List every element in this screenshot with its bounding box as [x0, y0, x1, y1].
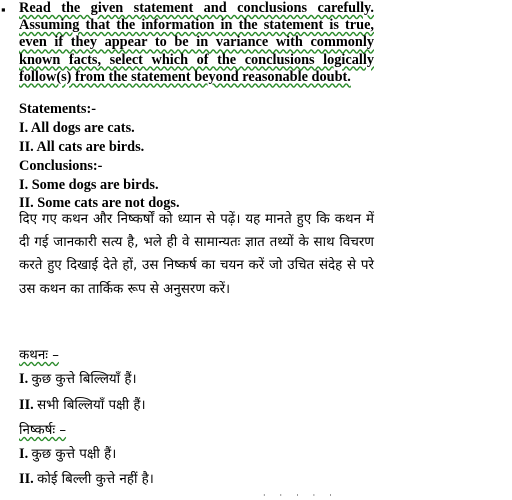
statement-english-1: I. All dogs are cats. — [19, 120, 135, 136]
statements-heading-hindi — [19, 345, 59, 363]
conclusion-hindi-2-text: कोई बिल्ली कुत्ते नहीं है। — [37, 472, 154, 487]
conclusion-hindi-1-text: कुछ कुत्ते पक्षी हैं। — [31, 447, 117, 462]
conclusions-heading-hindi-text: निष्कर्षः – — [19, 423, 67, 438]
conclusion-english-2: II. Some cats are not dogs. — [19, 195, 180, 211]
conclusion-hindi-2-number: II. — [19, 471, 34, 487]
statement-english-2: II. All cats are birds. — [19, 139, 145, 155]
bullet-marker: ▪ — [1, 2, 6, 17]
conclusion-hindi-2 — [19, 469, 154, 488]
instruction-english: Read the given statement and conclusions carefully. Assuming that the information in the statement is true, even if they appear to be in variance with commonly known facts, select which of the conclusions logically follow(s) from the statement beyond reasonable doubt. — [19, 0, 374, 85]
conclusion-hindi-1 — [19, 444, 116, 463]
cropped-text-remnant: ····· — [263, 491, 346, 500]
instruction-hindi: दिए गए कथन और निष्कर्षों को ध्यान से पढ़ें। यह मानते हुए कि कथन में दी गई जानकारी सत्य है, भले ही वे सामान्यतः ज्ञात तथ्यों के साथ विचरण करते हुए दिखाई देते हों, उस निष्कर्ष का चयन करें जो उचित संदेह से परे उस कथन का तार्किक रूप से अनुसरण करें। — [19, 212, 374, 297]
conclusion-hindi-1-number: I. — [19, 446, 29, 462]
statement-hindi-1-text: कुछ कुत्ते बिल्लियाँ हैं। — [31, 372, 137, 387]
statement-hindi-2-text: सभी बिल्लियाँ पक्षी हैं। — [37, 398, 146, 413]
statements-heading-hindi-text: कथनः – — [19, 348, 59, 363]
statement-hindi-1 — [19, 369, 137, 388]
conclusions-heading-hindi — [19, 420, 66, 438]
conclusion-english-1: I. Some dogs are birds. — [19, 177, 159, 193]
statement-hindi-1-number: I. — [19, 371, 29, 387]
statements-heading-english: Statements:- — [19, 101, 97, 117]
statement-hindi-2 — [19, 395, 146, 414]
conclusions-heading-english: Conclusions:- — [19, 158, 103, 174]
statement-hindi-2-number: II. — [19, 397, 34, 413]
